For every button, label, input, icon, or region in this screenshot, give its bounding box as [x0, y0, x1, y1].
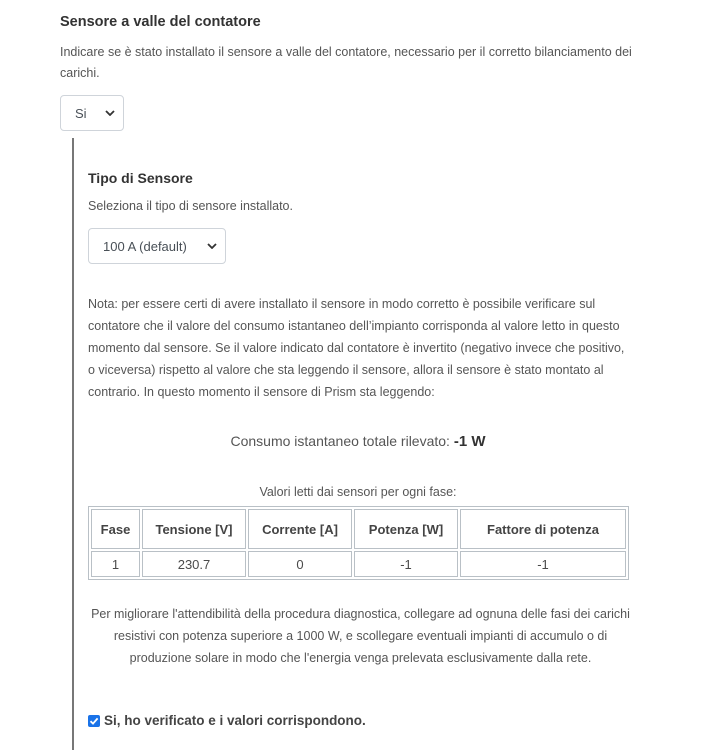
table-row: [91, 551, 626, 577]
header-fase: Fase: [91, 509, 140, 549]
section-title: Sensore a valle del contatore: [60, 14, 261, 30]
checkbox-checked-icon[interactable]: [88, 715, 100, 727]
header-fattore: Fattore di potenza: [460, 509, 626, 549]
cell-corrente: 0: [248, 551, 352, 577]
sensor-type-value: 100 A (default): [103, 238, 187, 254]
chevron-down-icon: [207, 243, 217, 249]
confirm-label: Si, ho verificato e i valori corrispondono.: [104, 713, 366, 728]
consumption-readout: [88, 433, 628, 450]
cell-potenza: -1: [354, 551, 458, 577]
sensor-installed-value: Si: [75, 105, 87, 121]
phase-values-table: [88, 506, 629, 580]
sensor-type-select[interactable]: [88, 228, 226, 264]
header-tensione: Tensione [V]: [142, 509, 246, 549]
sensor-type-title: Tipo di Sensore: [88, 170, 193, 186]
cell-tensione: 230.7: [142, 551, 246, 577]
sensor-installed-select[interactable]: [60, 95, 124, 131]
consumption-value: -1 W: [453, 433, 486, 450]
cell-fase: 1: [91, 551, 140, 577]
header-corrente: Corrente [A]: [248, 509, 352, 549]
consumption-label: Consumo istantaneo totale rilevato:: [230, 433, 450, 449]
header-potenza: Potenza [W]: [354, 509, 458, 549]
cell-fattore: -1: [460, 551, 626, 577]
diagnostic-footer-note: Per migliorare l'attendibilità della procedura diagnostica, collegare ad ognuna delle fasi dei carichi resistivi con potenza superiore a 1000 W, e scollegare eventuali impianti di accumulo o di produzione solare in modo che l'energia venga prelevata esclusivamente dalla rete.: [91, 607, 630, 665]
verification-note: Nota: per essere certi di avere installato il sensore in modo corretto è possibile verificare sul contatore che il valore del consumo istantaneo dell’impianto corrisponda al valore letto in questo momento dal sensore. Se il valore indicato dal contatore è invertito (negativo invece che positivo, o viceversa) rispetto al valore che sta leggendo il sensore, allora il sensore è stato montato al contrario. In questo momento il sensore di Prism sta leggendo:: [88, 297, 625, 399]
table-header-row: [91, 509, 626, 549]
table-caption: Valori letti dai sensori per ogni fase:: [259, 485, 457, 499]
confirm-checkbox-row[interactable]: [88, 713, 366, 728]
sensor-type-description: Seleziona il tipo di sensore installato.: [88, 199, 293, 213]
section-description: Indicare se è stato installato il sensore a valle del contatore, necessario per il corretto bilanciamento dei carichi.: [60, 45, 632, 80]
indent-rule: [72, 138, 74, 750]
chevron-down-icon: [105, 110, 115, 116]
